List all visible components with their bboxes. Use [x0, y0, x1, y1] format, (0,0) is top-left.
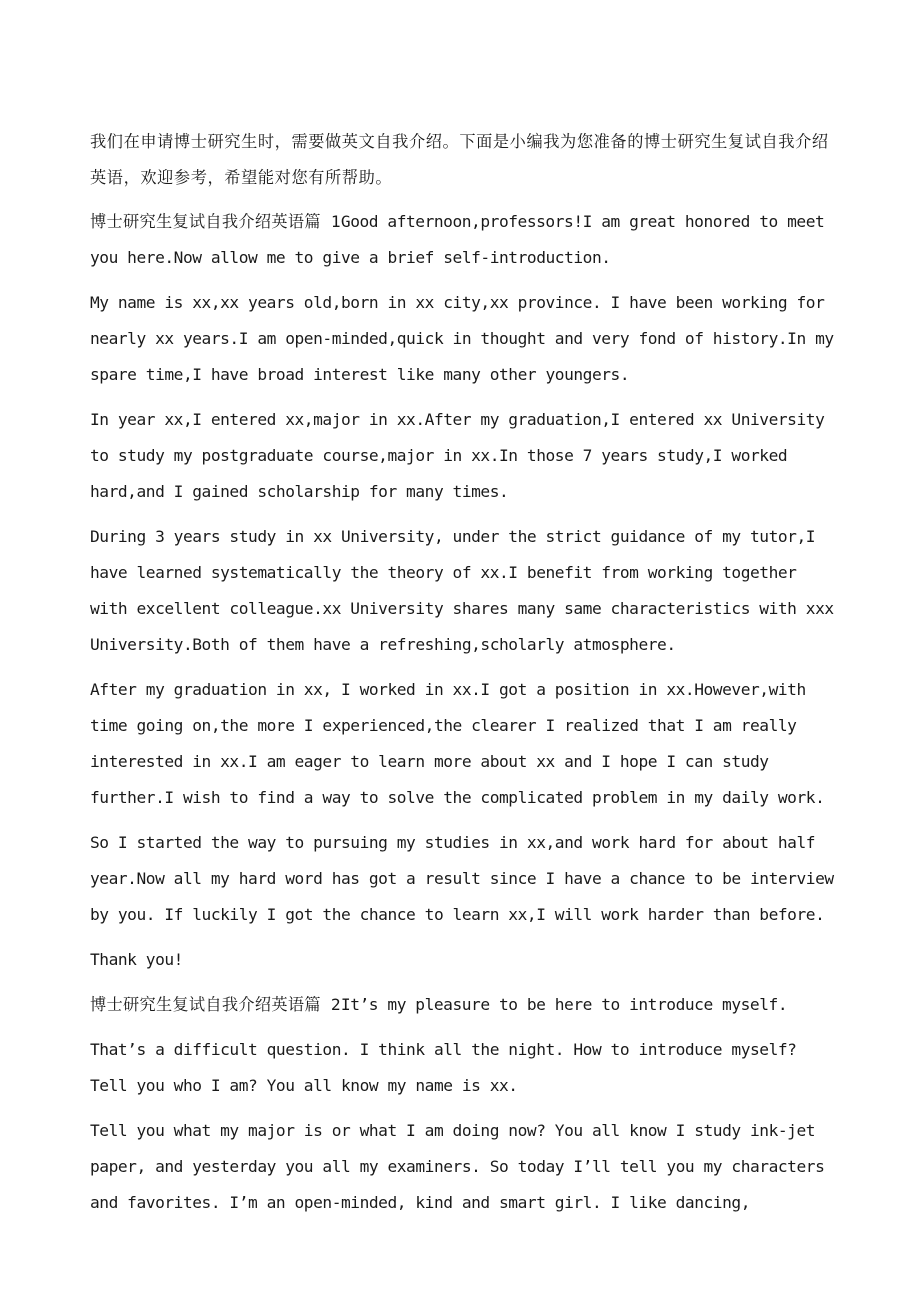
section2-first-paragraph: [90, 987, 834, 1023]
section1-paragraph-4: After my graduation in xx, I worked in xx.I got a position in xx.However,with time going on,the more I experienced,the clearer I realized that I am really interested in xx.I am eager to learn more about xx and I hope I can study further.I wish to find a way to solve the complicated problem in my daily work.: [90, 680, 825, 807]
section1-closing: Thank you!: [90, 950, 183, 969]
section1-paragraph-5: So I started the way to pursuing my studies in xx,and work hard for about half year.Now all my hard word has got a result since I have a chance to be interview by you. If luckily I got the chance to learn xx,I will work harder than before.: [90, 833, 834, 924]
section1-first-paragraph: [90, 204, 834, 276]
section1-paragraph-3: During 3 years study in xx University, under the strict guidance of my tutor,I have learned systematically the theory of xx.I benefit from working together with excellent colleague.xx University shares many same characteristics with xxx University.Both of them have a refreshing,scholarly atmosphere.: [90, 527, 834, 654]
document-body: [90, 124, 834, 1230]
section1-lead: Good afternoon,professors!I am great honored to meet you here.Now allow me to give a brief self-introduction.: [90, 212, 825, 267]
section2-lead: It’s my pleasure to be here to introduce myself.: [340, 995, 788, 1014]
section1-paragraph-2: In year xx,I entered xx,major in xx.After my graduation,I entered xx University to study my postgraduate course,major in xx.In those 7 years study,I worked hard,and I gained scholarship for many times.: [90, 410, 825, 501]
section2-heading: 博士研究生复试自我介绍英语篇 2: [90, 995, 341, 1014]
section2-paragraph-1: That’s a difficult question. I think all the night. How to introduce myself? Tell you who I am? You all know my name is xx.: [90, 1040, 797, 1095]
intro-paragraph: 我们在申请博士研究生时，需要做英文自我介绍。下面是小编我为您准备的博士研究生复试自我介绍英语，欢迎参考，希望能对您有所帮助。: [90, 132, 829, 187]
section2-paragraph-2: Tell you what my major is or what I am doing now? You all know I study ink-jet paper, and yesterday you all my examiners. So today I’ll tell you my characters and favorites. I’m an open-minded, kind and smart girl. I like dancing,: [90, 1121, 825, 1212]
section1-paragraph-1: My name is xx,xx years old,born in xx city,xx province. I have been working for nearly xx years.I am open-minded,quick in thought and very fond of history.In my spare time,I have broad interest like many other youngers.: [90, 293, 834, 384]
section1-heading: 博士研究生复试自我介绍英语篇 1: [90, 212, 341, 231]
